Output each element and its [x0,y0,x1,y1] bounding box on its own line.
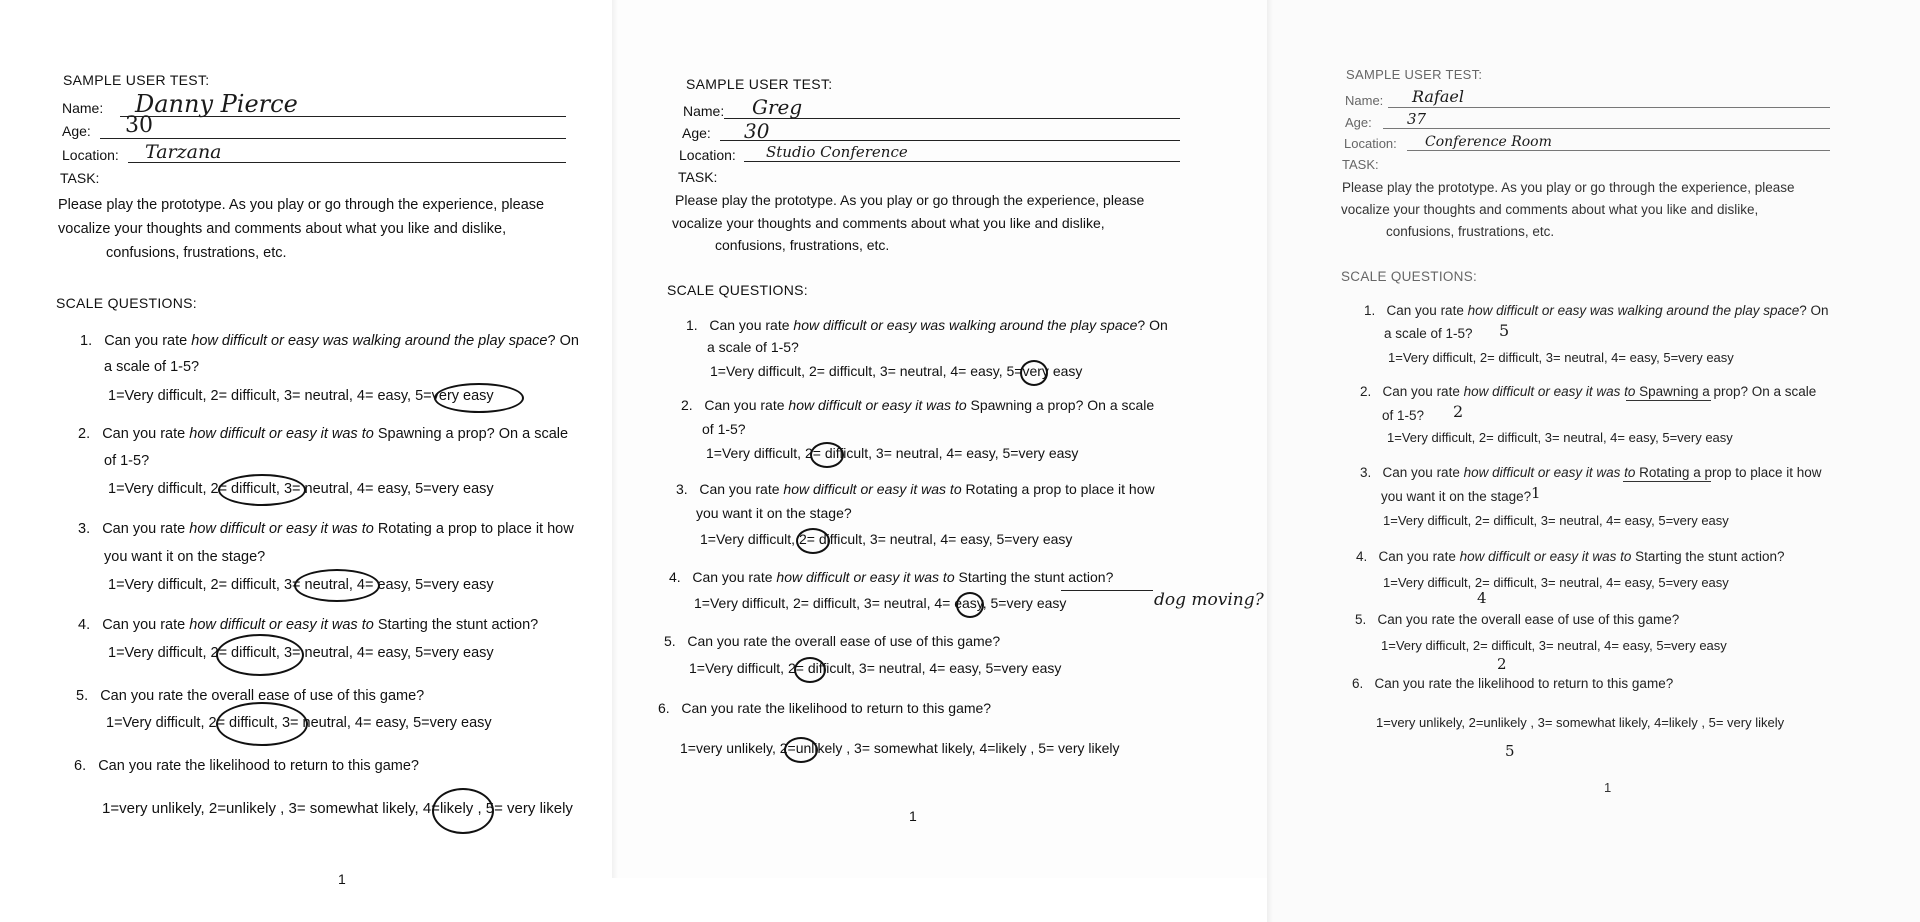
handwritten-age: 30 [125,113,153,138]
circled-answer-q4 [216,634,304,676]
question-3-line-2: you want it on the stage? [696,505,852,521]
scale-q6: 1=very unlikely, 2=unlikely , 3= somewhat likely, 4=likely , 5= very likely [102,800,573,817]
scale-q6: 1=very unlikely, 2=unlikely , 3= somewhat likely, 4=likely , 5= very likely [1376,715,1785,730]
scale-q3: 1=Very difficult, 2= difficult, 3= neutral, 4= easy, 5=very easy [108,577,494,593]
scale-q5: 1=Very difficult, 2= difficult, 3= neutral, 4= easy, 5=very easy [1381,638,1727,653]
question-5: 5. Can you rate the overall ease of use of this game? [76,688,425,704]
scale-q4: 1=Very difficult, 2= difficult, 3= neutral, 4= easy, 5=very easy [1383,575,1729,590]
scale-q4: 1=Very difficult, 2= difficult, 3= neutral, 4= easy, 5=very easy [108,645,494,661]
location-label: Location: [62,147,119,163]
written-score-q4: 4 [1477,589,1487,607]
question-6: 6. Can you rate the likelihood to return to this game? [658,700,992,716]
circled-answer-q6 [432,788,494,834]
scale-questions-header: SCALE QUESTIONS: [1341,269,1478,284]
circled-answer-q3 [796,528,830,554]
handwritten-note: dog moving? [1154,590,1264,610]
question-3: 3. Can you rate how difficult or easy it was to Rotating a prop to place it how [1360,465,1822,480]
task-line-2: vocalize your thoughts and comments about what you like and dislike, [58,221,507,237]
question-1-line-2: a scale of 1-5? [707,339,799,355]
page-number: 1 [338,871,346,887]
written-score-q3: 1 [1531,484,1541,502]
age-underline [100,138,566,139]
location-label: Location: [679,147,736,163]
question-6: 6. Can you rate the likelihood to return to this game? [74,758,419,774]
scale-q6: 1=very unlikely, 2=unlikely , 3= somewhat likely, 4=likely , 5= very likely [680,740,1120,756]
location-underline [744,161,1180,162]
scale-q3: 1=Very difficult, 2= difficult, 3= neutral, 4= easy, 5=very easy [1383,513,1729,528]
scale-q5: 1=Very difficult, 2= difficult, 3= neutral, 4= easy, 5=very easy [106,715,492,731]
scale-q4: 1=Very difficult, 2= difficult, 3= neutral, 4= easy, 5=very easy [694,595,1067,611]
stunt-action-underline [1061,590,1153,591]
name-label: Name: [62,100,104,116]
age-underline [1383,128,1830,129]
name-label: Name: [683,103,725,119]
question-5: 5. Can you rate the overall ease of use of this game? [664,633,1001,649]
question-1: 1. Can you rate how difficult or easy was walking around the play space? On [1364,303,1829,318]
task-line-3: confusions, frustrations, etc. [106,245,287,261]
written-score-q2: 2 [1453,402,1464,421]
circled-answer-q3 [294,569,380,602]
name-underline [1388,107,1830,108]
form-sheet-3 [1267,0,1920,922]
scale-questions-header: SCALE QUESTIONS: [56,295,197,311]
task-line-1: Please play the prototype. As you play or go through the experience, please [58,197,545,213]
sheet-edge [612,0,618,878]
scale-q5: 1=Very difficult, 2= difficult, 3= neutral, 4= easy, 5=very easy [689,660,1062,676]
circled-answer-q4 [956,592,984,618]
task-line-3: confusions, frustrations, etc. [1386,224,1555,239]
handwritten-name: Danny Pierce [135,90,298,118]
written-score-q1: 5 [1499,321,1510,340]
handwritten-age: 37 [1407,110,1427,128]
task-line-1: Please play the prototype. As you play or go through the experience, please [675,192,1145,208]
handwritten-location: Tarzana [145,141,222,163]
scale-questions-header: SCALE QUESTIONS: [667,282,808,298]
circled-answer-q2 [810,442,844,468]
location-underline [1407,150,1830,151]
question-3: 3. Can you rate how difficult or easy it was to Rotating a prop to place it how [78,521,574,537]
form-sheet-2 [612,0,1267,878]
age-label: Age: [682,125,711,141]
age-label: Age: [1345,115,1372,130]
form-header: SAMPLE USER TEST: [63,72,210,88]
question-4: 4. Can you rate how difficult or easy it was to Starting the stunt action? [78,617,539,633]
circled-answer-q1 [1020,360,1048,386]
scale-q2: 1=Very difficult, 2= difficult, 3= neutral, 4= easy, 5=very easy [108,481,494,497]
handwritten-name: Rafael [1412,87,1464,106]
scale-q1: 1=Very difficult, 2= difficult, 3= neutral, 4= easy, 5=very easy [1388,350,1734,365]
scale-q1: 1=Very difficult, 2= difficult, 3= neutral, 4= easy, 5=very easy [710,363,1083,379]
circled-answer-q5 [216,702,308,746]
form-header: SAMPLE USER TEST: [686,76,833,92]
task-line-1: Please play the prototype. As you play or go through the experience, please [1342,180,1795,195]
question-1: 1. Can you rate how difficult or easy was walking around the play space? On [80,333,579,349]
sheet-edge [1267,0,1273,922]
question-2: 2. Can you rate how difficult or easy it was to Spawning a prop? On a scale [1360,384,1817,399]
scale-q2: 1=Very difficult, 2= difficult, 3= neutral, 4= easy, 5=very easy [706,445,1079,461]
question-2-line-2: of 1-5? [1382,408,1425,423]
handwritten-location: Conference Room [1425,134,1552,150]
task-label: TASK: [678,169,718,185]
question-6: 6. Can you rate the likelihood to return to this game? [1352,676,1674,691]
circled-answer-q5 [794,657,826,683]
question-2-line-2: of 1-5? [104,453,150,469]
handwritten-name: Greg [752,95,803,119]
rotating-underline [1623,481,1711,482]
form-sheet-1 [0,0,612,922]
circled-answer-q6 [784,737,818,763]
written-score-q6: 5 [1505,742,1515,760]
question-3-line-2: you want it on the stage? [1381,489,1532,504]
circled-answer-q2 [218,474,306,506]
question-2: 2. Can you rate how difficult or easy it was to Spawning a prop? On a scale [78,426,569,442]
scale-q2: 1=Very difficult, 2= difficult, 3= neutral, 4= easy, 5=very easy [1387,430,1733,445]
question-1: 1. Can you rate how difficult or easy was walking around the play space? On [686,317,1168,333]
circled-answer-q1 [434,383,524,413]
question-1-line-2: a scale of 1-5? [1384,326,1473,341]
page-number: 1 [1604,780,1612,795]
question-2-line-2: of 1-5? [702,421,746,437]
age-label: Age: [62,123,91,139]
name-label: Name: [1345,93,1384,108]
question-2: 2. Can you rate how difficult or easy it was to Spawning a prop? On a scale [681,397,1155,413]
question-4: 4. Can you rate how difficult or easy it was to Starting the stunt action? [1356,549,1785,564]
scale-q3: 1=Very difficult, 2= difficult, 3= neutral, 4= easy, 5=very easy [700,531,1073,547]
question-4: 4. Can you rate how difficult or easy it was to Starting the stunt action? [669,569,1114,585]
form-header: SAMPLE USER TEST: [1346,67,1483,82]
spawning-underline [1626,400,1711,401]
age-underline [720,140,1180,141]
task-label: TASK: [1342,157,1379,172]
task-label: TASK: [60,170,100,186]
task-line-3: confusions, frustrations, etc. [715,237,890,253]
question-3: 3. Can you rate how difficult or easy it was to Rotating a prop to place it how [676,481,1155,497]
page-number: 1 [909,808,917,824]
location-label: Location: [1344,136,1397,151]
written-score-q5: 2 [1497,655,1507,673]
handwritten-location: Studio Conference [766,143,908,161]
question-5: 5. Can you rate the overall ease of use of this game? [1355,612,1680,627]
task-line-2: vocalize your thoughts and comments about what you like and dislike, [1341,202,1759,217]
handwritten-age: 30 [744,119,770,143]
question-3-line-2: you want it on the stage? [104,549,266,565]
scale-q1: 1=Very difficult, 2= difficult, 3= neutral, 4= easy, 5=very easy [108,388,494,404]
question-1-line-2: a scale of 1-5? [104,359,200,375]
task-line-2: vocalize your thoughts and comments about what you like and dislike, [672,215,1105,231]
